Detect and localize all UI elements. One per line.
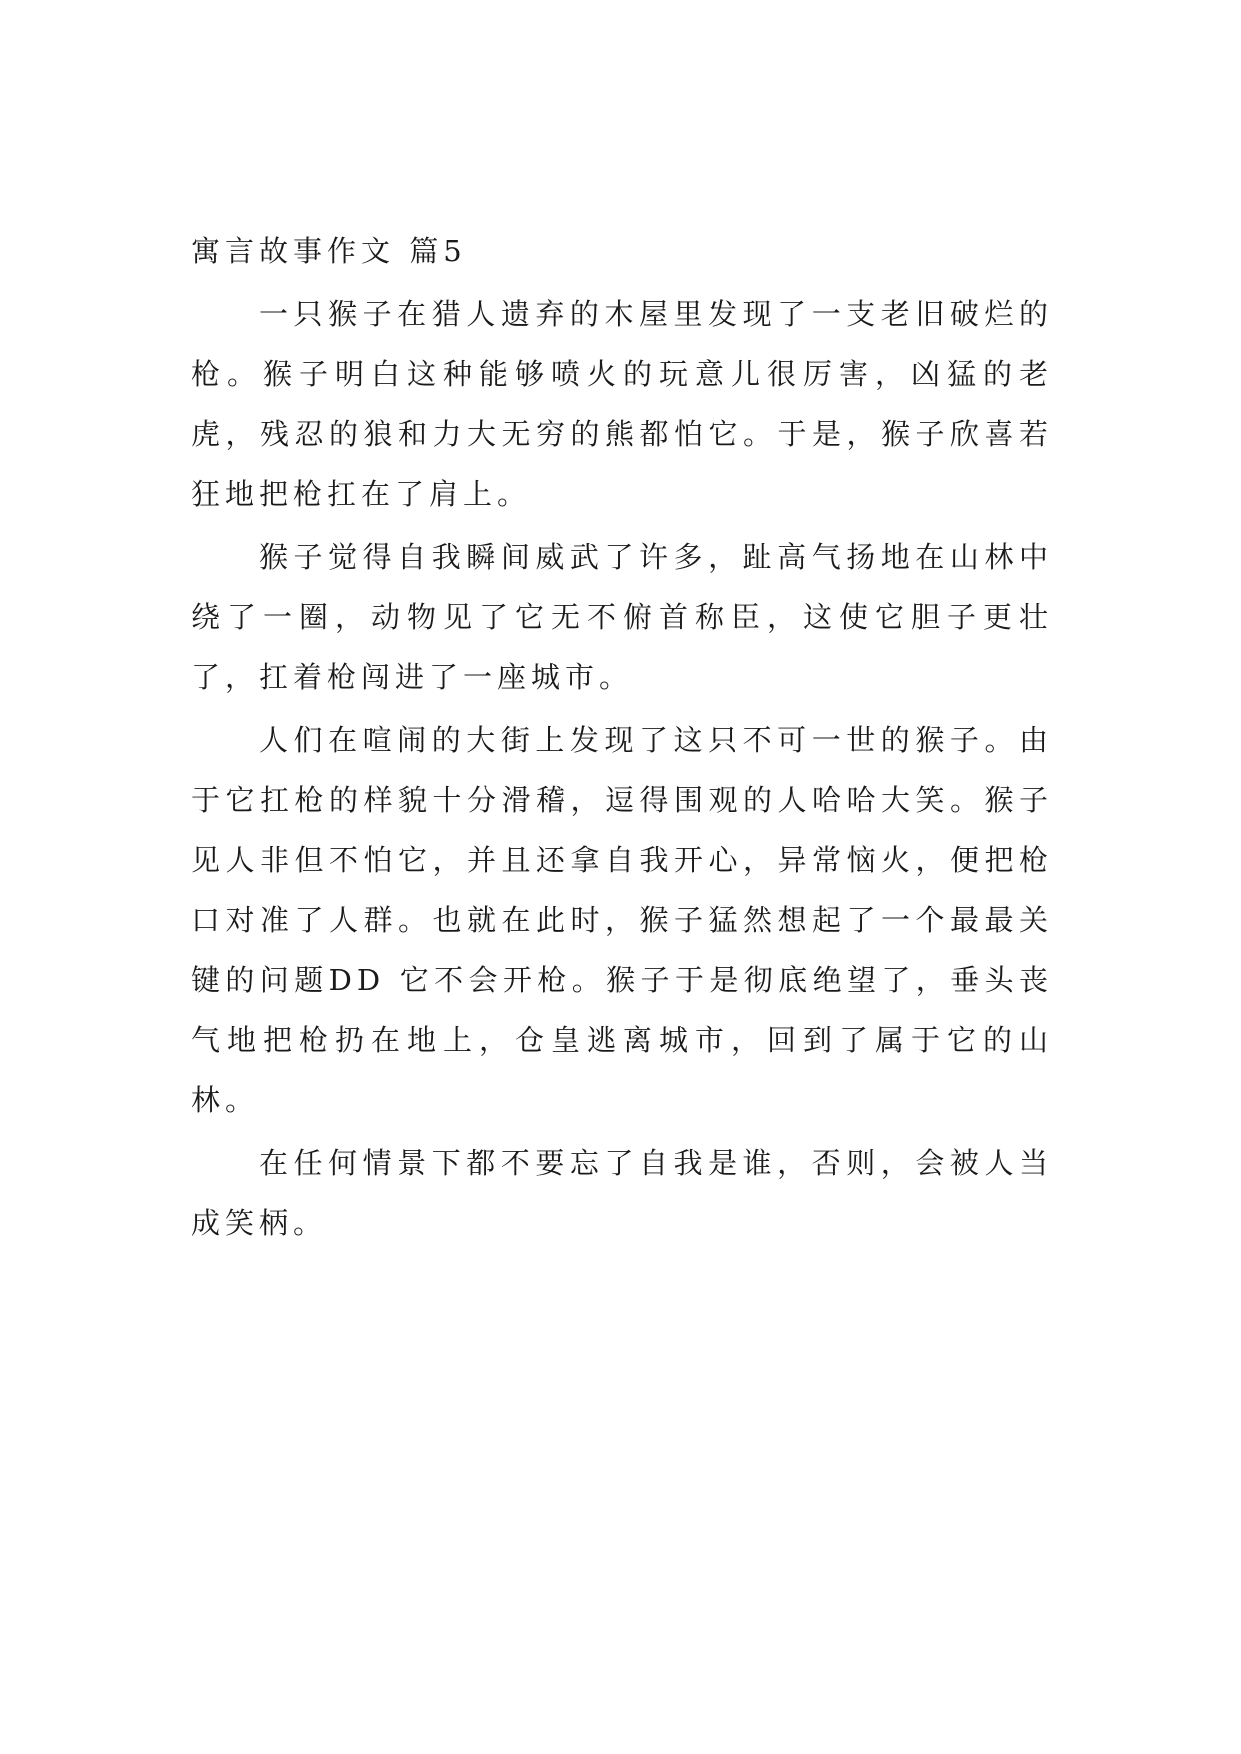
document-title: 寓言故事作文 篇5 xyxy=(191,234,467,268)
paragraph-3: 人们在喧闹的大街上发现了这只不可一世的猴子。由于它扛枪的样貌十分滑稽，逗得围观的人哈哈大笑。猴子见人非但不怕它，并且还拿自我开心，异常恼火，便把枪口对准了人群。也就在此时，猴子猛然想起了一个最最关键的问题DD 它不会开枪。猴子于是彻底绝望了，垂头丧气地把枪扔在地上，仓皇逃离城市，回到了属于它的山林。 xyxy=(191,723,1053,1117)
document-body xyxy=(191,221,1053,1253)
paragraph-4: 在任何情景下都不要忘了自我是谁，否则，会被人当成笑柄。 xyxy=(191,1146,1053,1240)
paragraph-2: 猴子觉得自我瞬间威武了许多，趾高气扬地在山林中绕了一圈，动物见了它无不俯首称臣，这使它胆子更壮了，扛着枪闯进了一座城市。 xyxy=(191,540,1053,694)
paragraph-1: 一只猴子在猎人遗弃的木屋里发现了一支老旧破烂的枪。猴子明白这种能够喷火的玩意儿很厉害，凶猛的老虎，残忍的狼和力大无穷的熊都怕它。于是，猴子欣喜若狂地把枪扛在了肩上。 xyxy=(191,297,1053,511)
